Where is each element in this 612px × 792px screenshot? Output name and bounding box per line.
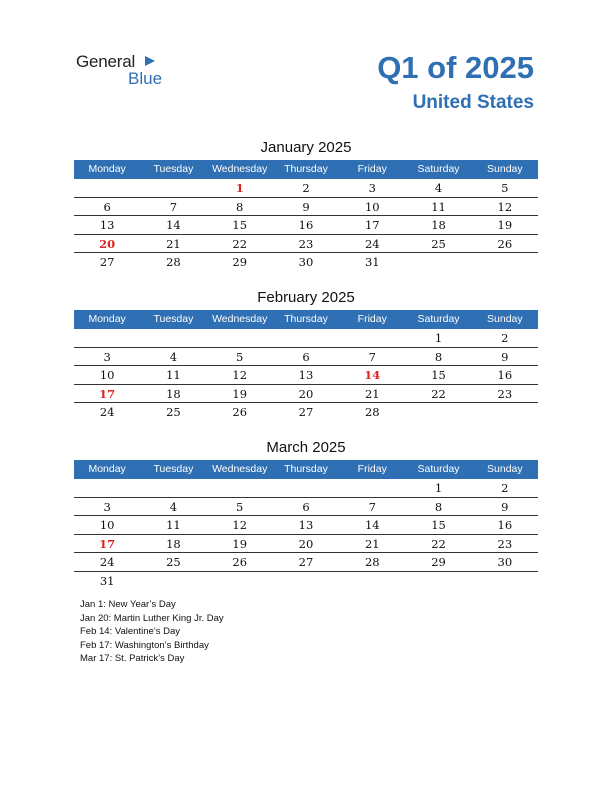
day-cell <box>339 479 405 497</box>
day-cell: 12 <box>232 518 248 532</box>
day-cell: 24 <box>364 236 380 251</box>
day-cell: 19 <box>497 218 513 232</box>
month-title: March 2025 <box>266 439 346 456</box>
day-cell <box>207 479 273 497</box>
weekday-header-cell: Sunday <box>487 163 523 175</box>
day-cell: 5 <box>501 181 509 195</box>
month-calendar <box>74 137 538 271</box>
day-cell: 10 <box>99 518 115 532</box>
weekday-header-cell: Thursday <box>284 313 328 325</box>
day-cell: 21 <box>166 236 181 251</box>
day-cell <box>273 479 339 497</box>
weekday-header-cell: Friday <box>357 463 387 475</box>
day-cell: 26 <box>232 555 248 569</box>
month-title: February 2025 <box>257 289 355 306</box>
day-cell: 20 <box>298 536 314 551</box>
day-cell: 2 <box>501 481 509 495</box>
weekday-header-cell: Tuesday <box>153 163 194 175</box>
day-cell: 10 <box>99 368 115 382</box>
holiday-day-cell: 17 <box>99 386 116 401</box>
day-cell: 7 <box>169 199 178 214</box>
day-cell: 11 <box>166 518 181 532</box>
week-row <box>74 553 538 572</box>
day-cell: 22 <box>431 386 446 401</box>
day-cell: 15 <box>232 218 248 232</box>
day-cell: 2 <box>302 181 310 195</box>
day-cell: 6 <box>302 499 310 514</box>
week-row <box>74 385 538 404</box>
day-cell: 1 <box>434 331 443 345</box>
flag-icon <box>143 54 157 68</box>
day-cell: 16 <box>497 518 513 532</box>
day-cell <box>140 329 206 347</box>
day-cell: 27 <box>298 405 314 419</box>
weekday-header-cell: Monday <box>88 313 126 325</box>
day-cell: 13 <box>99 218 115 232</box>
day-cell: 13 <box>298 368 314 382</box>
day-cell: 9 <box>302 199 310 214</box>
day-cell: 23 <box>497 386 513 401</box>
day-cell: 4 <box>169 349 178 364</box>
holiday-day-cell: 14 <box>364 368 381 382</box>
holiday-item: Mar 17: St. Patrick’s Day <box>80 653 185 664</box>
day-cell: 3 <box>368 181 376 195</box>
day-cell: 25 <box>431 236 446 251</box>
day-cell <box>207 572 273 590</box>
day-cell: 24 <box>99 405 115 419</box>
weekday-header-cell: Saturday <box>417 313 460 325</box>
day-cell: 7 <box>368 349 376 364</box>
day-cell <box>140 479 206 497</box>
day-cell: 6 <box>302 349 310 364</box>
day-cell: 4 <box>169 499 178 514</box>
day-cell: 31 <box>364 255 380 269</box>
day-cell <box>207 329 273 347</box>
day-cell <box>472 253 538 271</box>
month-calendar <box>74 437 538 589</box>
day-cell <box>339 572 405 590</box>
day-cell: 29 <box>431 555 446 569</box>
day-cell: 27 <box>298 555 314 569</box>
day-cell: 23 <box>298 236 314 251</box>
weekday-header-cell: Friday <box>357 163 387 175</box>
day-cell: 25 <box>166 555 181 569</box>
weekday-header-cell: Wednesday <box>212 163 268 175</box>
day-cell: 10 <box>364 199 380 214</box>
day-cell: 1 <box>434 481 443 495</box>
day-cell <box>405 403 471 421</box>
month-title: January 2025 <box>260 139 352 156</box>
weekday-header-cell: Saturday <box>417 463 460 475</box>
week-row <box>74 216 538 235</box>
week-row <box>74 516 538 535</box>
weekday-header-cell: Friday <box>357 313 387 325</box>
day-cell: 27 <box>99 255 115 269</box>
day-cell: 30 <box>497 555 513 569</box>
day-cell <box>472 572 538 590</box>
day-cell: 9 <box>501 499 509 514</box>
holiday-day-cell: 1 <box>235 181 244 195</box>
weekday-header-cell: Monday <box>88 163 126 175</box>
day-cell: 11 <box>166 368 181 382</box>
weekday-header-row <box>74 310 538 329</box>
day-cell: 23 <box>497 536 513 551</box>
day-cell <box>74 179 140 197</box>
weekday-header-cell: Monday <box>88 463 126 475</box>
day-cell: 14 <box>166 218 181 232</box>
day-cell: 13 <box>298 518 314 532</box>
day-cell: 24 <box>99 555 115 569</box>
day-cell: 11 <box>431 199 446 214</box>
day-cell: 26 <box>497 236 513 251</box>
logo-text-blue: Blue <box>128 69 163 88</box>
weekday-header-cell: Tuesday <box>153 463 194 475</box>
week-row <box>74 253 538 271</box>
weekday-header-cell: Tuesday <box>153 313 194 325</box>
day-cell <box>74 329 140 347</box>
weekday-header-row <box>74 460 538 479</box>
day-cell: 14 <box>364 518 380 532</box>
holiday-list <box>80 598 224 666</box>
week-row <box>74 198 538 217</box>
day-cell <box>140 572 206 590</box>
day-cell <box>273 329 339 347</box>
day-cell: 28 <box>364 555 380 569</box>
day-cell: 8 <box>434 349 443 364</box>
country-title: United States <box>412 92 534 113</box>
day-cell: 29 <box>232 255 248 269</box>
day-cell: 15 <box>431 518 446 532</box>
day-cell: 18 <box>166 386 181 401</box>
day-cell: 6 <box>103 199 111 214</box>
generalblue-logo <box>76 52 176 92</box>
weekday-header-cell: Wednesday <box>212 313 268 325</box>
holiday-day-cell: 17 <box>99 536 116 551</box>
weekday-header-cell: Thursday <box>284 463 328 475</box>
day-cell <box>339 329 405 347</box>
weekday-header-cell: Wednesday <box>212 463 268 475</box>
day-cell <box>140 179 206 197</box>
day-cell: 18 <box>166 536 181 551</box>
week-row <box>74 235 538 254</box>
weekday-header-cell: Saturday <box>417 163 460 175</box>
day-cell: 28 <box>166 255 181 269</box>
day-cell: 21 <box>364 536 380 551</box>
week-row <box>74 535 538 554</box>
holiday-item: Jan 20: Martin Luther King Jr. Day <box>80 612 224 624</box>
day-cell: 2 <box>501 331 509 345</box>
weekday-header-row <box>74 160 538 179</box>
week-row <box>74 479 538 498</box>
holiday-item: Jan 1: New Year’s Day <box>80 599 176 610</box>
day-cell: 7 <box>368 499 376 514</box>
day-cell: 22 <box>232 236 248 251</box>
day-cell: 21 <box>364 386 380 401</box>
day-cell: 15 <box>431 368 446 382</box>
day-cell: 3 <box>103 349 111 364</box>
day-cell: 16 <box>298 218 314 232</box>
day-cell: 4 <box>434 181 443 195</box>
week-row <box>74 348 538 367</box>
day-cell <box>405 253 471 271</box>
day-cell: 28 <box>364 405 380 419</box>
day-cell: 12 <box>497 199 513 214</box>
day-cell: 26 <box>232 405 248 419</box>
holiday-item: Feb 14: Valentine’s Day <box>80 626 180 637</box>
day-cell: 19 <box>232 386 248 401</box>
month-calendar <box>74 287 538 421</box>
day-cell: 22 <box>431 536 446 551</box>
day-cell: 8 <box>236 199 244 214</box>
weekday-header-cell: Sunday <box>487 463 523 475</box>
day-cell <box>472 403 538 421</box>
week-row <box>74 366 538 385</box>
week-row <box>74 403 538 421</box>
day-cell <box>405 572 471 590</box>
week-row <box>74 572 538 590</box>
day-cell: 25 <box>166 405 181 419</box>
logo-text-general: General <box>76 52 136 71</box>
day-cell: 18 <box>431 218 446 232</box>
day-cell: 5 <box>236 349 244 364</box>
holiday-day-cell: 20 <box>99 236 116 251</box>
day-cell <box>74 479 140 497</box>
weekday-header-cell: Thursday <box>284 163 328 175</box>
day-cell <box>273 572 339 590</box>
week-row <box>74 498 538 517</box>
day-cell: 16 <box>497 368 513 382</box>
week-row <box>74 179 538 198</box>
day-cell: 9 <box>501 349 509 364</box>
quarter-title: Q1 of 2025 <box>377 50 534 85</box>
day-cell: 19 <box>232 536 248 551</box>
weekday-header-cell: Sunday <box>487 313 523 325</box>
day-cell: 30 <box>298 255 314 269</box>
holiday-item: Feb 17: Washington’s Birthday <box>80 639 209 651</box>
day-cell: 5 <box>236 499 244 514</box>
day-cell: 3 <box>103 499 111 514</box>
day-cell: 17 <box>364 218 380 232</box>
week-row <box>74 329 538 348</box>
day-cell: 12 <box>232 368 248 382</box>
day-cell: 31 <box>99 573 115 588</box>
day-cell: 8 <box>434 499 443 514</box>
day-cell: 20 <box>298 386 314 401</box>
